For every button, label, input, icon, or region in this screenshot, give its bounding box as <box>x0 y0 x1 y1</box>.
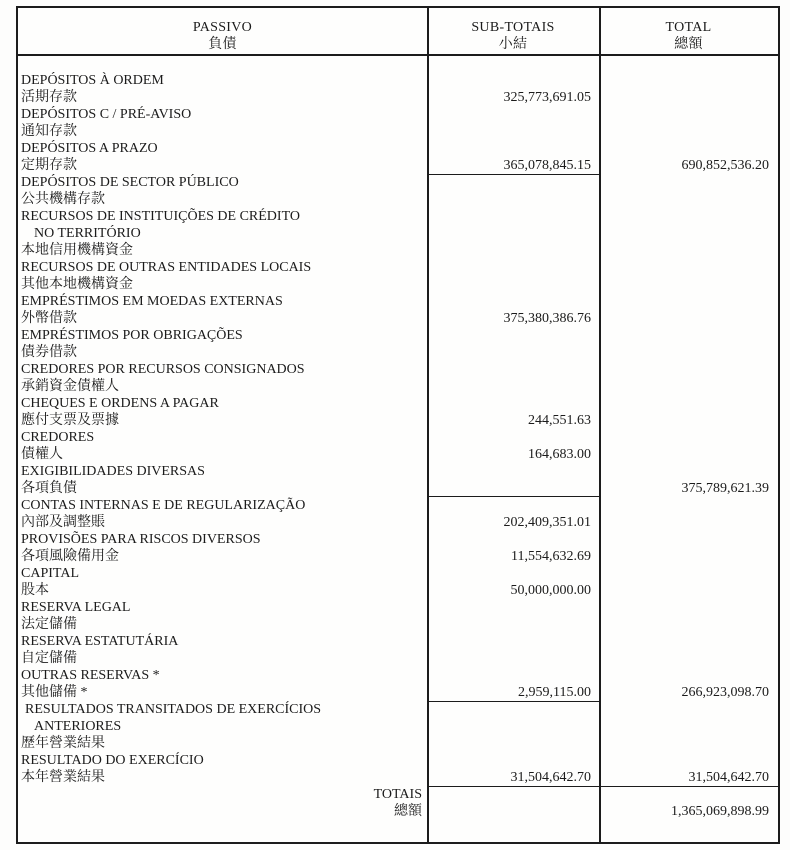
subtotal-value <box>427 565 599 582</box>
table-row <box>18 769 778 786</box>
subtotal-value <box>427 293 599 310</box>
row-label: CREDORES POR RECURSOS CONSIGNADOS <box>21 362 305 377</box>
subtotal-value <box>427 497 599 514</box>
total-value <box>599 633 778 650</box>
subtotal-value <box>427 140 599 157</box>
row-label: CONTAS INTERNAS E DE REGULARIZAÇÃO <box>21 498 306 513</box>
table-row <box>18 514 778 531</box>
total-value <box>599 174 778 191</box>
row-label: 各項負債 <box>21 481 77 496</box>
total-value <box>599 582 778 599</box>
row-label: RESULTADOS TRANSITADOS DE EXERCÍCIOS <box>25 702 322 717</box>
subtotal-value: 375,380,386.76 <box>503 311 591 326</box>
subtotal-value <box>427 531 599 548</box>
header-passivo-zh: 負債 <box>208 37 237 52</box>
row-label: 通知存款 <box>21 124 77 139</box>
row-label: RESULTADO DO EXERCÍCIO <box>21 753 204 768</box>
subtotal-value <box>427 242 599 259</box>
column-divider-2 <box>599 8 601 842</box>
row-label: 外幣借款 <box>21 311 77 326</box>
subtotal-value: 50,000,000.00 <box>510 583 591 598</box>
table-row <box>18 803 778 820</box>
total-value <box>599 378 778 395</box>
subtotal-value <box>427 480 599 497</box>
subtotal-value <box>427 259 599 276</box>
header-subtotais-pt: SUB-TOTAIS <box>471 20 555 35</box>
table-row <box>18 157 778 174</box>
total-value <box>599 310 778 327</box>
total-value <box>599 718 778 735</box>
row-label: PROVISÕES PARA RISCOS DIVERSOS <box>21 532 261 547</box>
row-label: DEPÓSITOS À ORDEM <box>21 73 164 88</box>
total-value <box>599 344 778 361</box>
table-row <box>18 123 778 140</box>
row-label: DEPÓSITOS A PRAZO <box>21 141 158 156</box>
total-value <box>599 89 778 106</box>
header-total-pt: TOTAL <box>665 20 712 35</box>
table-row <box>18 412 778 429</box>
row-label: 債券借款 <box>21 345 77 360</box>
subtotal-value <box>427 599 599 616</box>
row-label: RECURSOS DE OUTRAS ENTIDADES LOCAIS <box>21 260 312 275</box>
total-value <box>599 650 778 667</box>
subtotal-value: 325,773,691.05 <box>503 90 591 105</box>
total-value <box>599 735 778 752</box>
table-row <box>18 718 778 735</box>
table-row <box>18 531 778 548</box>
header-passivo-pt: PASSIVO <box>192 20 253 35</box>
row-label: 本年營業結果 <box>21 770 105 785</box>
row-label: 定期存款 <box>21 158 77 173</box>
column-divider-1 <box>427 8 429 842</box>
subtotal-value: 11,554,632.69 <box>511 549 591 564</box>
header-subtotais-zh: 小結 <box>498 37 528 52</box>
total-value <box>599 259 778 276</box>
table-row <box>18 667 778 684</box>
row-label: EMPRÉSTIMOS EM MOEDAS EXTERNAS <box>21 294 283 309</box>
row-label: CREDORES <box>21 430 95 445</box>
table-row <box>18 684 778 701</box>
table-row <box>18 446 778 463</box>
header-cell-passivo <box>18 19 427 54</box>
row-label: 活期存款 <box>21 90 77 105</box>
table-row <box>18 140 778 157</box>
subtotal-value <box>427 191 599 208</box>
total-value <box>599 225 778 242</box>
table-row <box>18 701 778 718</box>
subtotal-value: 164,683.00 <box>528 447 591 462</box>
subtotal-value <box>427 378 599 395</box>
table-row <box>18 582 778 599</box>
table-row <box>18 429 778 446</box>
table-row <box>18 786 778 803</box>
total-value <box>599 599 778 616</box>
total-value <box>599 106 778 123</box>
row-label: TOTAIS <box>373 787 422 802</box>
subtotal-value <box>427 752 599 769</box>
subtotal-value: 202,409,351.01 <box>503 515 591 530</box>
total-value <box>599 293 778 310</box>
total-value <box>599 429 778 446</box>
row-label: EXIGIBILIDADES DIVERSAS <box>21 464 205 479</box>
total-value <box>599 395 778 412</box>
row-label: 法定儲備 <box>21 617 77 632</box>
table-row <box>18 463 778 480</box>
subtotal-value: 2,959,115.00 <box>427 684 599 702</box>
total-value <box>599 191 778 208</box>
table-row <box>18 225 778 242</box>
row-label: 總額 <box>394 804 422 819</box>
table-row <box>18 378 778 395</box>
table-row <box>18 191 778 208</box>
subtotal-value: 244,551.63 <box>528 413 591 428</box>
total-value <box>599 446 778 463</box>
total-value <box>599 667 778 684</box>
row-label: 應付支票及票據 <box>21 413 119 428</box>
row-label: 本地信用機構資金 <box>21 243 133 258</box>
subtotal-value: 365,078,845.15 <box>427 157 599 175</box>
table-row <box>18 72 778 89</box>
subtotal-value <box>427 72 599 89</box>
row-label: RESERVA LEGAL <box>21 600 131 615</box>
subtotal-value <box>427 106 599 123</box>
subtotal-value <box>427 174 599 191</box>
subtotal-value <box>427 225 599 242</box>
total-value: 375,789,621.39 <box>681 481 769 496</box>
row-label: NO TERRITÓRIO <box>34 226 141 241</box>
header-cell-subtotais <box>427 19 599 54</box>
row-label: 歷年營業結果 <box>21 736 105 751</box>
total-value <box>599 752 778 769</box>
row-label: 股本 <box>21 583 49 598</box>
subtotal-value <box>427 718 599 735</box>
row-label: EMPRÉSTIMOS POR OBRIGAÇÕES <box>21 328 243 343</box>
table-row <box>18 106 778 123</box>
row-label: 其他本地機構資金 <box>21 277 133 292</box>
row-label: OUTRAS RESERVAS * <box>21 668 160 683</box>
row-label: 承銷資金債權人 <box>21 379 119 394</box>
total-value: 1,365,069,898.99 <box>671 804 769 819</box>
table-row <box>18 310 778 327</box>
total-value <box>599 412 778 429</box>
table-row <box>18 616 778 633</box>
total-value <box>599 361 778 378</box>
subtotal-value <box>427 429 599 446</box>
liabilities-table <box>16 6 780 844</box>
table-row <box>18 395 778 412</box>
row-label: RECURSOS DE INSTITUIÇÕES DE CRÉDITO <box>21 209 300 224</box>
row-label: DEPÓSITOS DE SECTOR PÚBLICO <box>21 175 239 190</box>
total-value <box>599 242 778 259</box>
row-label: 各項風險備用金 <box>21 549 119 564</box>
total-value <box>599 72 778 89</box>
table-inner <box>18 8 778 842</box>
row-label: DEPÓSITOS C / PRÉ-AVISO <box>21 107 192 122</box>
table-row <box>18 735 778 752</box>
total-value <box>599 616 778 633</box>
table-row <box>18 174 778 191</box>
row-label: 債權人 <box>21 447 63 462</box>
row-label: ANTERIORES <box>34 719 122 734</box>
subtotal-value <box>427 344 599 361</box>
total-value <box>599 123 778 140</box>
total-value: 266,923,098.70 <box>681 685 769 700</box>
table-header <box>18 8 778 56</box>
subtotal-value <box>427 276 599 293</box>
table-row <box>18 344 778 361</box>
table-row <box>18 259 778 276</box>
table-body <box>18 56 778 840</box>
table-row <box>18 633 778 650</box>
table-row <box>18 548 778 565</box>
header-cell-total <box>599 19 778 54</box>
subtotal-value <box>427 803 599 820</box>
table-row <box>18 565 778 582</box>
subtotal-value <box>427 650 599 667</box>
table-row <box>18 242 778 259</box>
subtotal-value: 31,504,642.70 <box>427 769 599 787</box>
table-row <box>18 361 778 378</box>
table-row <box>18 208 778 225</box>
total-value <box>599 514 778 531</box>
row-label: 其他儲備 * <box>21 685 88 700</box>
total-value <box>599 140 778 157</box>
table-row <box>18 293 778 310</box>
subtotal-value <box>427 735 599 752</box>
total-value <box>599 497 778 514</box>
subtotal-value <box>427 463 599 480</box>
total-value <box>599 531 778 548</box>
table-row <box>18 327 778 344</box>
subtotal-value <box>427 395 599 412</box>
subtotal-value <box>427 701 599 718</box>
subtotal-value <box>427 123 599 140</box>
total-value <box>599 786 778 803</box>
total-value <box>599 701 778 718</box>
subtotal-value <box>427 633 599 650</box>
subtotal-value <box>427 786 599 803</box>
table-row <box>18 752 778 769</box>
row-label: CAPITAL <box>21 566 79 581</box>
total-value <box>599 208 778 225</box>
table-row <box>18 599 778 616</box>
row-label: 自定儲備 <box>21 651 77 666</box>
header-total-zh: 總額 <box>674 37 703 52</box>
total-value <box>599 548 778 565</box>
row-label: RESERVA ESTATUTÁRIA <box>21 634 179 649</box>
row-label: CHEQUES E ORDENS A PAGAR <box>21 396 219 411</box>
subtotal-value <box>427 361 599 378</box>
table-row <box>18 497 778 514</box>
total-value <box>599 276 778 293</box>
total-value <box>599 565 778 582</box>
row-label: 公共機構存款 <box>21 192 105 207</box>
row-label: 內部及調整賬 <box>21 515 105 530</box>
subtotal-value <box>427 667 599 684</box>
subtotal-value <box>427 616 599 633</box>
table-row <box>18 276 778 293</box>
table-row <box>18 650 778 667</box>
total-value: 31,504,642.70 <box>599 769 778 787</box>
total-value <box>599 327 778 344</box>
subtotal-value <box>427 208 599 225</box>
table-row <box>18 480 778 497</box>
total-value: 690,852,536.20 <box>681 158 769 173</box>
table-row <box>18 89 778 106</box>
total-value <box>599 463 778 480</box>
subtotal-value <box>427 327 599 344</box>
